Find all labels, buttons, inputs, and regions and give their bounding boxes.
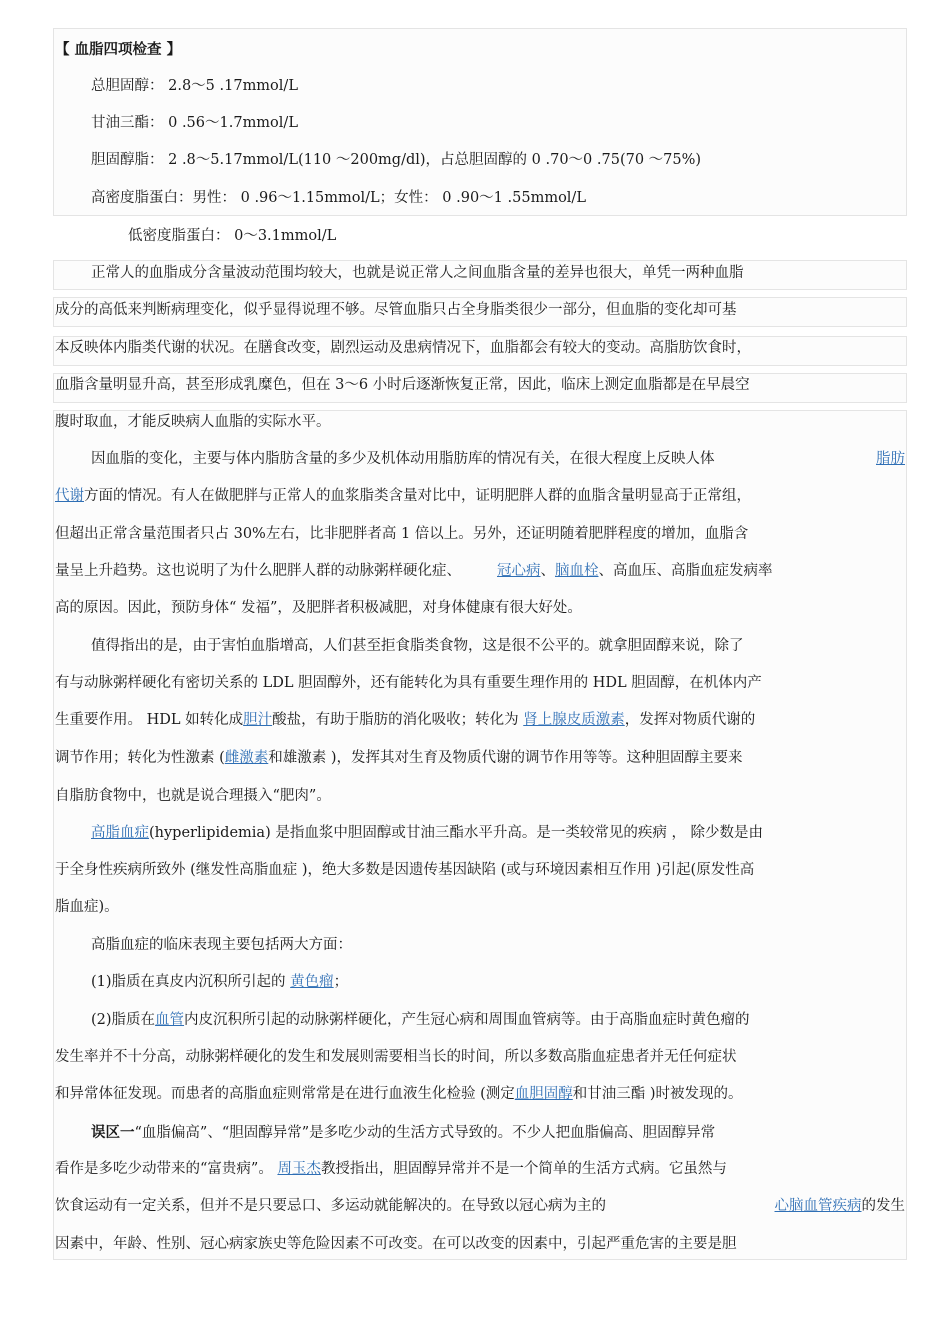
ref-hdl: 高密度脂蛋白：男性： 0 .96～1.15mmol/L；女性： 0 .90～1 .55mmol/L xyxy=(91,190,586,206)
link-bile[interactable]: 胆汁 xyxy=(243,712,273,728)
p3-line-3 xyxy=(55,702,905,739)
link-adrenal-cortex-hormone[interactable]: 肾上腺皮质激素 xyxy=(523,712,625,728)
p2-text: 、高血压、高脂血症发病率 xyxy=(598,563,773,579)
link-blood-cholesterol[interactable]: 血胆固醇 xyxy=(514,1086,573,1102)
ref-ldl: 低密度脂蛋白： 0～3.1mmol/L xyxy=(128,228,337,244)
p3-text: 调节作用；转化为性激素 ( xyxy=(55,750,225,766)
p6-text: “血脂偏高”、“胆固醇异常”是多吃少动的生活方式导致的。不少人把血脂偏高、胆固醇异常 xyxy=(134,1125,716,1141)
p3-line-5: 自脂肪食物中，也就是说合理摄入“肥肉”。 xyxy=(55,788,331,804)
p3-text: ，发挥对物质代谢的 xyxy=(624,712,756,728)
link-metabolism[interactable]: 代谢 xyxy=(55,488,84,504)
p5-line-4: 发生率并不十分高，动脉粥样硬化的发生和发展则需要相当长的时间，所以多数高脂血症患者并无任何症状 xyxy=(55,1049,737,1065)
p3-line-2: 有与动脉粥样硬化有密切关系的 LDL 胆固醇外，还有能转化为具有重要生理作用的 HDL 胆固醇，在机体内产 xyxy=(55,675,762,691)
p2-text: 方面的情况。有人在做肥胖与正常人的血浆脂类含量对比中，证明肥胖人群的血脂含量明显高于正常组， xyxy=(84,488,751,504)
p6-text: 看作是多吃少动带来的“富贵病”。 xyxy=(55,1161,278,1177)
p2-text: 因血脂的变化，主要与体内脂肪含量的多少及机体动用脂肪库的情况有关，在很大程度上反映人体 xyxy=(91,451,715,467)
p1-line-1: 正常人的血脂成分含量波动范围均较大，也就是说正常人之间血脂含量的差异也很大，单凭一两种血脂 xyxy=(91,265,744,281)
link-hyperlipidemia[interactable]: 高脂血症 xyxy=(91,825,149,841)
p5-text: 内皮沉积所引起的动脉粥样硬化，产生冠心病和周围血管病等。由于高脂血症时黄色瘤的 xyxy=(184,1012,750,1028)
p1-line-4: 血脂含量明显升高，甚至形成乳糜色，但在 3～6 小时后逐渐恢复正常，因此，临床上测定血脂都是在早晨空 xyxy=(55,377,750,393)
p1-line-2: 成分的高低来判断病理变化，似乎显得说理不够。尽管血脂只占全身脂类很少一部分，但血脂的变化却可基 xyxy=(55,302,737,318)
p3-text: 酸盐，有助于脂肪的消化吸收；转化为 xyxy=(272,712,524,728)
p3-line-4 xyxy=(55,740,905,777)
p2-line-4 xyxy=(55,553,905,590)
p5-text: 和甘油三酯 )时被发现的。 xyxy=(572,1086,743,1102)
p5-text: ； xyxy=(333,974,349,990)
p5-text: (1)脂质在真皮内沉积所引起的 xyxy=(91,974,291,990)
p5-line-5 xyxy=(55,1076,905,1113)
p5-text: 和异常体征发现。而患者的高脂血症则常常是在进行血液生化检验 (测定 xyxy=(55,1086,515,1102)
p6-line-4: 因素中，年龄、性别、冠心病家族史等危险因素不可改变。在可以改变的因素中，引起严重危害的主要是胆 xyxy=(55,1236,737,1252)
p4-line-1 xyxy=(91,815,905,852)
p6-line-2 xyxy=(55,1151,905,1188)
p6-text: 饮食运动有一定关系，但并不是只要忌口、多运动就能解决的。在导致以冠心病为主的 xyxy=(55,1198,606,1214)
p6-line-3 xyxy=(55,1188,905,1225)
p5-line-2 xyxy=(91,964,905,1001)
p3-line-1: 值得指出的是，由于害怕血脂增高，人们甚至拒食脂类食物，这是很不公平的。就拿胆固醇来说，除了 xyxy=(91,638,744,654)
p6-text: 的发生 xyxy=(861,1198,905,1214)
p2-separator: 、 xyxy=(540,563,555,579)
ref-total-cholesterol: 总胆固醇： 2.8～5 .17mmol/L xyxy=(91,78,298,94)
link-xanthoma[interactable]: 黄色瘤 xyxy=(290,974,334,990)
p6-text: 教授指出，胆固醇异常并不是一个简单的生活方式病。它虽然与 xyxy=(320,1161,727,1177)
link-cardio-cerebrovascular-disease[interactable]: 心脑血管疾病 xyxy=(774,1198,862,1214)
p1-line-3: 本反映体内脂类代谢的状况。在膳食改变，剧烈运动及患病情况下，血脂都会有较大的变动。高脂肪饮食时， xyxy=(55,340,751,356)
myth-label: 误区一 xyxy=(91,1124,135,1141)
p5-line-3 xyxy=(91,1002,905,1039)
p5-text: (2)脂质在 xyxy=(91,1012,156,1028)
link-blood-vessel[interactable]: 血管 xyxy=(155,1012,185,1028)
p1-line-5: 腹时取血，才能反映病人血脂的实际水平。 xyxy=(55,414,331,430)
p2-line-5: 高的原因。因此，预防身体“ 发福”，及肥胖者积极减肥，对身体健康有很大好处。 xyxy=(55,600,582,616)
link-zhou-yujie[interactable]: 周玉杰 xyxy=(277,1161,321,1177)
p2-line-1 xyxy=(91,441,905,478)
p2-text: 量呈上升趋势。这也说明了为什么肥胖人群的动脉粥样硬化症、 xyxy=(55,563,461,579)
ref-cholesterol-ester: 胆固醇脂： 2 .8～5.17mmol/L(110 ～200mg/dl)，占总胆固醇的 0 .70～0 .75(70 ～75%) xyxy=(91,152,702,168)
p6-line-1 xyxy=(91,1114,905,1151)
link-fat[interactable]: 脂肪 xyxy=(876,451,905,467)
p4-line-3: 脂血症)。 xyxy=(55,899,119,915)
p2-line-2 xyxy=(55,478,905,515)
ref-triglyceride: 甘油三酯： 0 .56～1.7mmol/L xyxy=(91,115,298,131)
p3-text: 和雄激素 )，发挥其对生育及物质代谢的调节作用等等。这种胆固醇主要来 xyxy=(268,750,743,766)
section-title: 【 血脂四项检查 】 xyxy=(55,41,182,58)
link-cerebral-thrombosis[interactable]: 脑血栓 xyxy=(555,563,599,579)
p4-line-2: 于全身性疾病所致外 (继发性高脂血症 )，绝大多数是因遗传基因缺陷 (或与环境因素相互作用 )引起(原发性高 xyxy=(55,862,755,878)
p3-text: 生重要作用。 HDL 如转化成 xyxy=(55,712,244,728)
p5-line-1: 高脂血症的临床表现主要包括两大方面： xyxy=(91,937,352,953)
link-coronary-heart-disease[interactable]: 冠心病 xyxy=(497,563,541,579)
link-estrogen[interactable]: 雌激素 xyxy=(224,750,269,766)
p2-line-3: 但超出正常含量范围者只占 30%左右，比非肥胖者高 1 倍以上。另外，还证明随着肥胖程度的增加，血脂含 xyxy=(55,526,749,542)
p4-text: (hyperlipidemia) 是指血浆中胆固醇或甘油三酯水平升高。是一类较常见的疾病 ， 除少数是由 xyxy=(149,825,764,841)
